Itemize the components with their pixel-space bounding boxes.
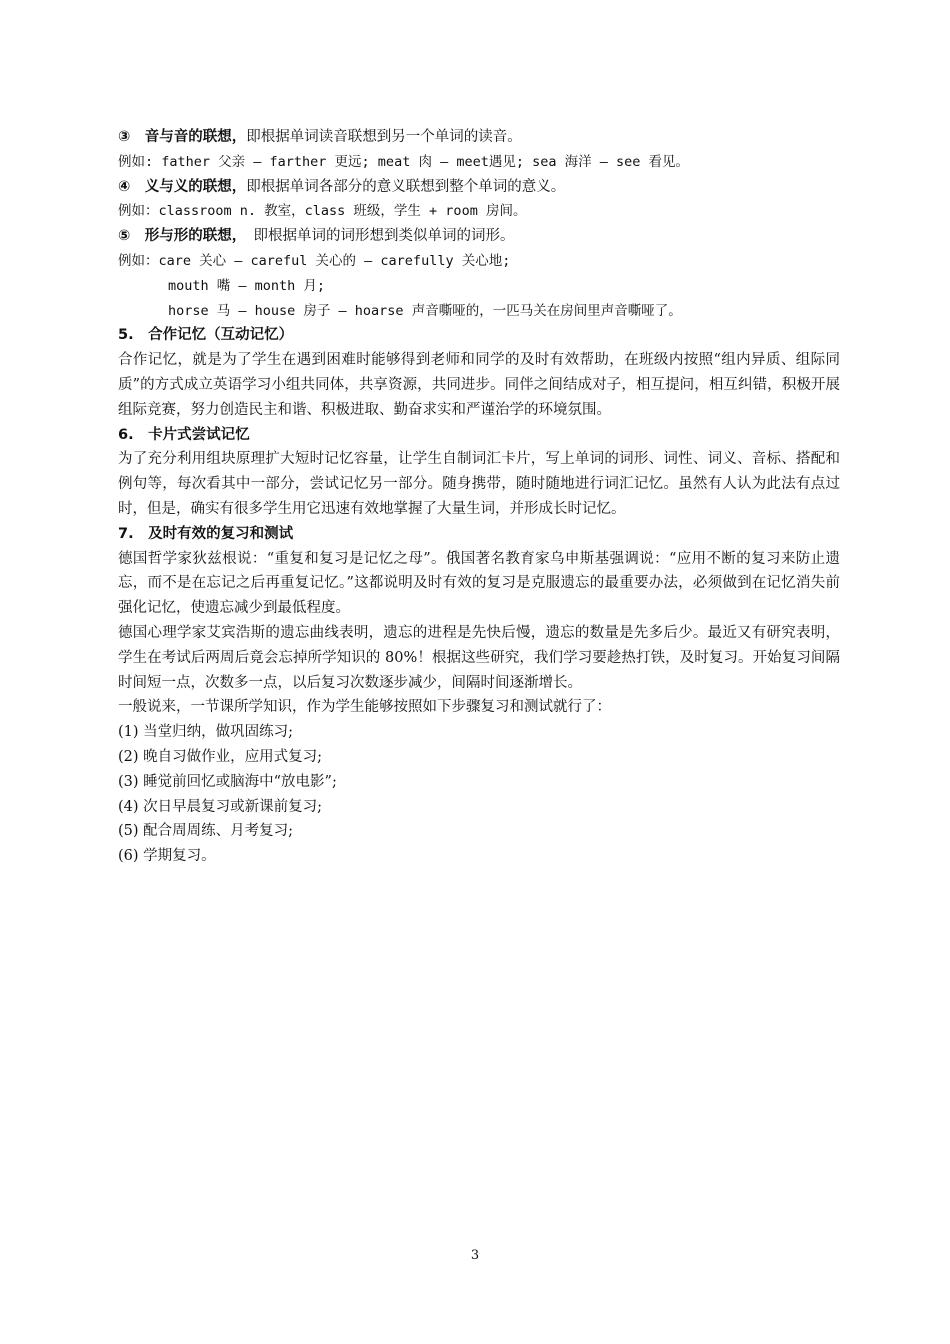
assoc-form-line [118,224,840,249]
page-number: 3 [470,1248,480,1263]
assoc-form-heading: ⑤ 形与形的联想， [118,228,240,245]
assoc-meaning-desc: 即根据单词各部分的意义联想到整个单词的意义。 [246,178,566,195]
review-step-1: (1) 当堂归纳，做巩固练习; [118,724,294,741]
assoc-meaning-line [118,175,840,200]
assoc-form-example-1: 例如：care 关心 — careful 关心的 — carefully 关心地; [118,252,511,269]
section-7-para-1: 德国哲学家狄兹根说：“重复和复习是记忆之母”。俄国著名教育家乌申斯基强调说：“应用不断的复习来防止遗忘，而不是在忘记之后再重复记忆。”这都说明及时有效的复习是克服遗忘的最重要办法，必须做到在记忆消失前强化记忆，使遗忘减少到最低程度。 [118,550,840,617]
review-step-4: (4) 次日早晨复习或新课前复习; [118,798,323,815]
assoc-sound-heading: ③ 音与音的联想， [118,129,247,145]
document-body [118,125,840,869]
review-step-5: (5) 配合周周练、月考复习; [118,823,294,840]
assoc-sound-desc: 即根据单词读音联想到另一个单词的读音。 [246,129,522,145]
assoc-form-example-2: mouth 嘴 — month 月; [168,277,326,294]
section-6-heading: 6. 卡片式尝试记忆 [118,426,250,443]
section-7-para-3: 一般说来，一节课所学知识，作为学生能够按照如下步骤复习和测试就行了： [118,699,611,716]
review-step-2: (2) 晚自习做作业，应用式复习; [118,748,323,765]
assoc-meaning-example: 例如：classroom n. 教室，class 班级，学生 + room 房间。 [118,203,527,220]
review-step-6: (6) 学期复习。 [118,848,216,865]
assoc-meaning-heading: ④ 义与义的联想， [118,178,247,195]
assoc-sound-line [118,125,840,150]
section-5-heading: 5. 合作记忆（互动记忆） [118,327,294,344]
assoc-form-desc: 即根据单词的词形想到类似单词的词形。 [239,228,515,245]
section-5-body: 合作记忆，就是为了学生在遇到困难时能够得到老师和同学的及时有效帮助，在班级内按照“组内异质、组际同质”的方式成立英语学习小组共同体，共享资源，共同进步。同伴之间结成对子，相互提问，相互纠错，积极开展组际竞赛，努力创造民主和谐、积极进取、勤奋求实和严谨治学的环境氛围。 [118,352,840,418]
section-6-body: 为了充分利用组块原理扩大短时记忆容量，让学生自制词汇卡片，写上单词的词形、词性、词义、音标、搭配和例句等，每次看其中一部分，尝试记忆另一部分。随身携带，随时随地进行词汇记忆。虽然有人认为此法有点过时，但是，确实有很多学生用它迅速有效地掌握了大量生词，并形成长时记忆。 [118,451,840,517]
assoc-form-example-3: horse 马 — house 房子 — hoarse 声音嘶哑的，一匹马关在房间里声音嘶哑了。 [168,302,682,319]
review-step-3: (3) 睡觉前回忆或脑海中“放电影”; [118,773,337,790]
section-7-heading: 7. 及时有效的复习和测试 [118,525,294,542]
assoc-sound-example: 例如: father 父亲 — farther 更远; meat 肉 — meet遇见; sea 海洋 — see 看见。 [118,153,690,170]
section-7-para-2: 德国心理学家艾宾浩斯的遗忘曲线表明，遗忘的进程是先快后慢，遗忘的数量是先多后少。最近又有研究表明，学生在考试后两周后竟会忘掉所学知识的 80%！根据这些研究，我们学习要趁热打铁，及时复习。开始复习间隔时间短一点，次数多一点，以后复习次数逐步减少，间隔时间逐渐增长。 [118,624,840,691]
